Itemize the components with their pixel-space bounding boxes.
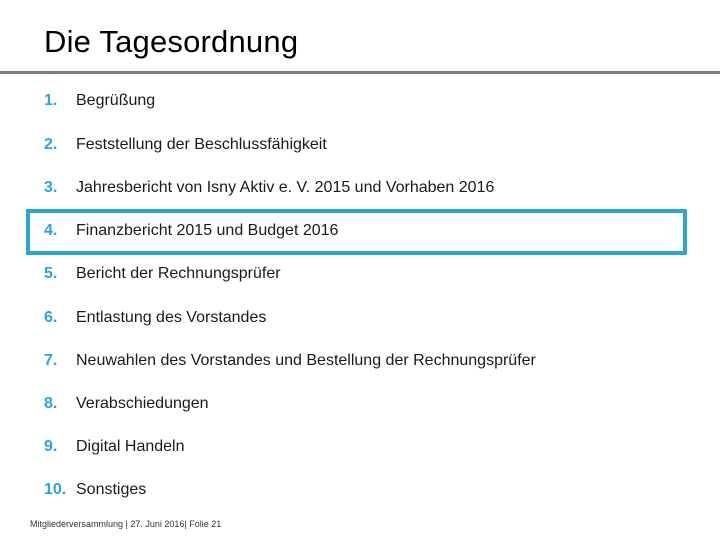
title-divider: [0, 71, 720, 74]
agenda-item-label: Feststellung der Beschlussfähigkeit: [76, 136, 327, 153]
agenda-item-highlighted: [40, 219, 680, 243]
agenda-item: [40, 89, 680, 113]
agenda-item-label: Begrüßung: [76, 92, 156, 109]
agenda-item-label: Verabschiedungen: [76, 395, 209, 412]
agenda-item-number: 6.: [44, 309, 58, 326]
agenda-item-number: 5.: [44, 265, 58, 282]
agenda-item: [40, 262, 680, 286]
agenda-item: [40, 478, 680, 502]
agenda-item: [40, 349, 680, 373]
agenda-item-label: Jahresbericht von Isny Aktiv e. V. 2015 und Vorhaben 2016: [76, 179, 495, 196]
agenda-item-label: Finanzbericht 2015 und Budget 2016: [76, 222, 339, 239]
agenda-item: [40, 392, 680, 416]
agenda-item-label: Entlastung des Vorstandes: [76, 309, 267, 326]
slide-title: Die Tagesordnung: [44, 24, 299, 59]
agenda-item-label: Bericht der Rechnungsprüfer: [76, 265, 281, 282]
agenda-item-number: 8.: [44, 395, 58, 412]
agenda-item-number: 3.: [44, 179, 58, 196]
agenda-item-number: 10.: [44, 481, 67, 498]
agenda-item-label: Neuwahlen des Vorstandes und Bestellung der Rechnungsprüfer: [76, 352, 536, 369]
agenda-item: [40, 306, 680, 330]
agenda-item: [40, 176, 680, 200]
agenda-item: [40, 133, 680, 157]
agenda-item-number: 7.: [44, 352, 58, 369]
agenda-item-label: Digital Handeln: [76, 438, 185, 455]
agenda-item-number: 2.: [44, 136, 58, 153]
agenda-item: [40, 435, 680, 459]
agenda-item-label: Sonstiges: [76, 481, 147, 498]
slide-footer: Mitgliederversammlung | 27. Juni 2016| Folie 21: [30, 519, 222, 529]
agenda-item-number: 1.: [44, 92, 58, 109]
agenda-item-number: 4.: [44, 222, 58, 239]
agenda-item-number: 9.: [44, 438, 58, 455]
